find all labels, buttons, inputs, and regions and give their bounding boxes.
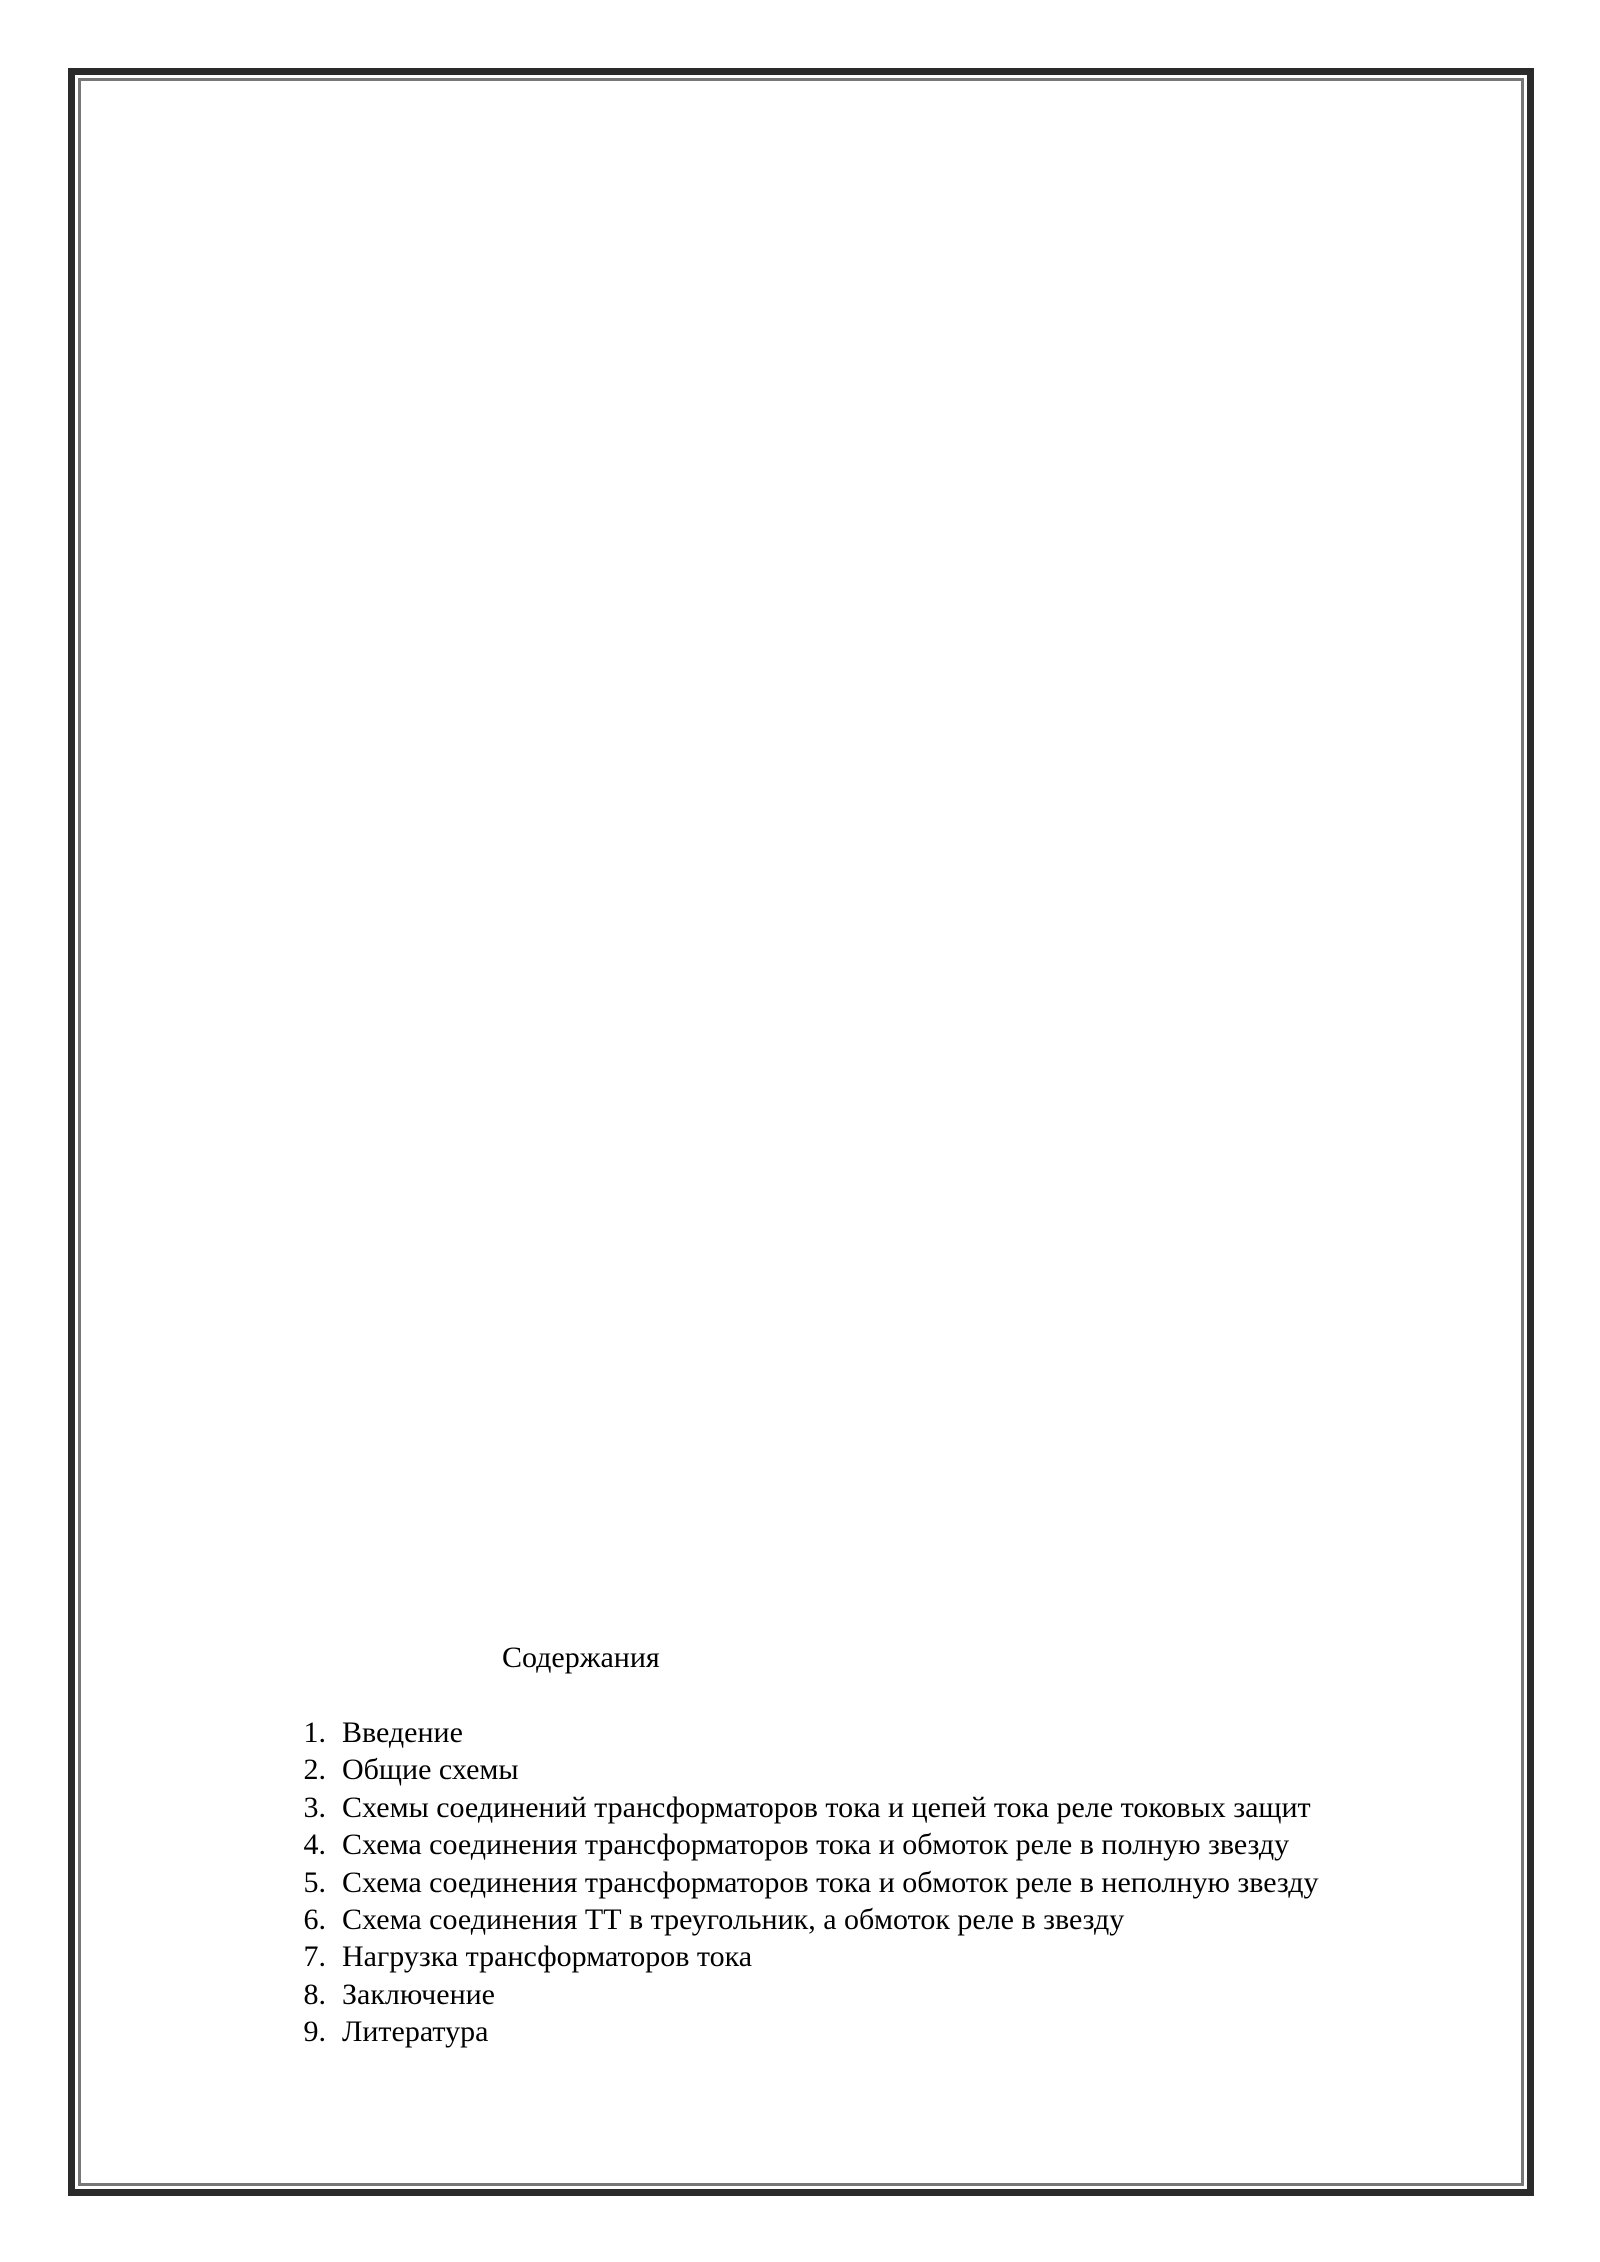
toc-item [270, 1976, 1318, 2013]
toc-item-number: 9. [303, 2015, 326, 2049]
toc-item-number: 7. [303, 1940, 326, 1974]
toc-item-number: 3. [303, 1790, 326, 1824]
toc-item [270, 1826, 1318, 1863]
toc-item-number: 2. [303, 1753, 326, 1787]
toc-title: Содержания [502, 1641, 660, 1674]
toc-item-text: Схемы соединений трансформаторов тока и цепей тока реле токовых защит [342, 1790, 1311, 1824]
toc-item-text: Введение [342, 1716, 463, 1749]
toc-item [270, 1901, 1318, 1938]
toc-item-text: Схема соединения трансформаторов тока и обмоток реле в неполную звезду [342, 1865, 1319, 1899]
toc-item-text: Схема соединения трансформаторов тока и обмоток реле в полную звезду [342, 1828, 1290, 1862]
toc-item-text: Нагрузка трансформаторов тока [342, 1940, 753, 1974]
toc-item-text: Схема соединения ТТ в треугольник, а обмоток реле в звезду [342, 1903, 1125, 1937]
toc-item-number: 5. [303, 1865, 326, 1899]
toc-item-number: 1. [303, 1716, 326, 1749]
toc-item [270, 1714, 1318, 1751]
toc-item-number: 4. [303, 1828, 326, 1862]
toc-item-text: Литература [342, 2015, 489, 2049]
toc-item [270, 1789, 1318, 1826]
toc-item-number: 6. [303, 1903, 326, 1937]
toc-item-text: Общие схемы [342, 1753, 519, 1787]
toc-item [270, 1938, 1318, 1975]
toc-item [270, 1864, 1318, 1901]
toc-item-number: 8. [303, 1977, 326, 2011]
toc-item [270, 1751, 1318, 1788]
toc-item-text: Заключение [342, 1977, 495, 2011]
toc-list [270, 1714, 1318, 2051]
toc-item [270, 2013, 1318, 2050]
